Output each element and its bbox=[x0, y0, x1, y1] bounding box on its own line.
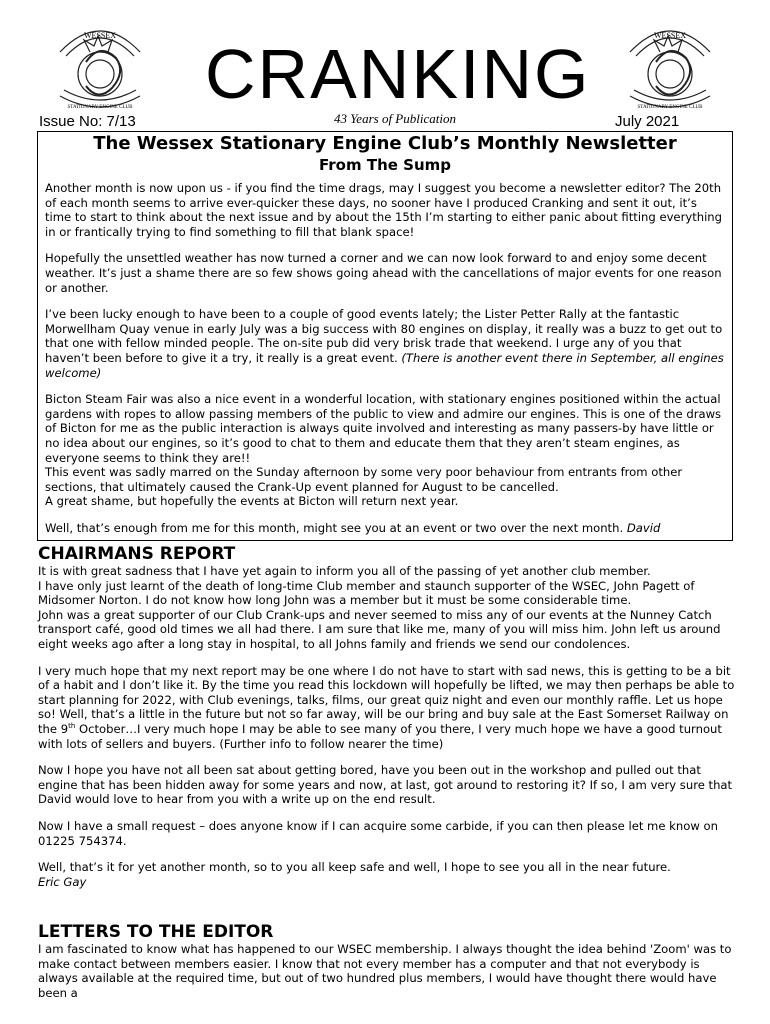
editorial-subtitle: From The Sump bbox=[319, 156, 451, 174]
issue-number: Issue No: 7/13 bbox=[39, 113, 136, 130]
letter-paragraph: I am fascinated to know what has happened to our WSEC membership. I always thought the idea behind 'Zoom' was to make contact between members easier. I know that not every member has a computer and that not everybody is always available at the required time, but out of two hundred plus members, I would have thought there would have been a bbox=[38, 942, 732, 1000]
publication-years: 43 Years of Publication bbox=[334, 111, 456, 126]
club-logo-left bbox=[46, 12, 154, 120]
editorial-paragraph: Bicton Steam Fair was also a nice event in a wonderful location, with stationary engines positioned within the actual gardens with ropes to allow passing members of the public to view and admire our engines. This is one of the draws of Bicton for me as the public interaction is always quite involved and interesting as many passers-by have little or no idea about our engines, so it’s good to chat to them and educate them that they aren’t steam engines, as everyone seems to think they are!! bbox=[45, 392, 722, 465]
report-signature: Eric Gay bbox=[38, 874, 87, 889]
editorial-paragraph: Hopefully the unsettled weather has now turned a corner and we can now look forward to and enjoy some decent weather. It’s just a shame there are so few shows going ahead with the cancellations of major events for one reason or another. bbox=[45, 251, 722, 295]
newsletter-title: The Wessex Stationary Engine Club’s Monthly Newsletter bbox=[93, 133, 677, 154]
editorial-box bbox=[37, 131, 733, 541]
club-logo-right bbox=[616, 12, 724, 120]
masthead-title: CRANKING bbox=[205, 35, 591, 113]
report-paragraph: Now I hope you have not all been sat about getting bored, have you been out in the workshop and pulled out that engine that has been hidden away for some years and now, at last, got around to restoring it? If so, I am very sure that David would love to hear from you with a write up on the end result. bbox=[38, 763, 733, 807]
report-paragraph: It is with great sadness that I have yet again to inform you all of the passing of yet another club member. bbox=[38, 564, 651, 578]
editorial-paragraph: Another month is now upon us - if you find the time drags, may I suggest you become a newsletter editor? The 20th of each month seems to arrive ever-quicker these days, no sooner have I produced Cranking and sent it out, it’s time to start to think about the next issue and by about the 15th I’m starting to either panic about fitting everything in or frantically trying to find something to fill that blank space! bbox=[45, 181, 723, 239]
letters-section bbox=[38, 922, 738, 1012]
letters-heading: LETTERS TO THE EDITOR bbox=[38, 922, 274, 942]
report-paragraph: Well, that’s it for yet another month, so to you all keep safe and well, I hope to see you all in the near future. bbox=[38, 860, 671, 875]
svg-text:STATIONARY ENGINE CLUB: STATIONARY ENGINE CLUB bbox=[67, 105, 133, 110]
svg-text:WESSEX: WESSEX bbox=[654, 31, 686, 40]
report-paragraph: John was a great supporter of our Club Crank-ups and never seemed to miss any of our events at the Nunney Catch transport café, good old times we all had there. I am sure that like me, many of you will miss him. John left us around eight weeks ago after a long stay in hospital, to all Johns family and friends we send our condolences. bbox=[38, 607, 721, 651]
editorial-paragraph: Well, that’s enough from me for this month, might see you at an event or two over the next month. David bbox=[45, 520, 661, 535]
chairmans-report bbox=[38, 544, 738, 901]
editorial-paragraph: This event was sadly marred on the Sunday afternoon by some very poor behaviour from entrants from other sections, that ultimately caused the Crank-Up event planned for August to be cancelled. bbox=[45, 465, 683, 494]
report-paragraph: I have only just learnt of the death of long-time Club member and staunch supporter of the WSEC, John Pagett of Midsomer Norton. I do not know how long John was a member but it must be some considerable time. bbox=[38, 578, 695, 608]
editorial-paragraph: I’ve been lucky enough to have been to a couple of good events lately; the Lister Petter Rally at the fantastic Morwellham Quay venue in early July was a big success with 80 engines on display, it really was a buzz to get out to that one with fellow minded people. The on-site pub did very brisk trade that weekend. I urge any of you that haven’t been before to give it a try, it really is a great event. (There is another event there in September, all engines welcome) bbox=[45, 307, 724, 380]
svg-text:STATIONARY ENGINE CLUB: STATIONARY ENGINE CLUB bbox=[637, 105, 703, 110]
chairmans-report-heading: CHAIRMANS REPORT bbox=[38, 544, 236, 564]
report-paragraph: Now I have a small request – does anyone know if I can acquire some carbide, if you can then please let me know on 01225 754374. bbox=[38, 818, 718, 848]
issue-date: July 2021 bbox=[615, 113, 680, 130]
editorial-paragraph: A great shame, but hopefully the events at Bicton will return next year. bbox=[45, 494, 459, 509]
svg-text:WESSEX: WESSEX bbox=[84, 31, 116, 40]
report-paragraph: I very much hope that my next report may be one where I do not have to start with sad news, this is getting to be a bit of a habit and I don’t like it. By the time you read this lockdown will hopefully be lifted, we may then perhaps be able to start planning for 2022, with Club evenings, talks, films, our great quiz night and even our monthly raffle. Let us hope so! Well, that’s a little in the future but not so far away, will be our bring and buy sale at the East Somerset Railway on the 9th October…I very much hope I may be able to see many of you there, I very much hope we have a good turnout with lots of sellers and buyers. (Further info to follow nearer the time) bbox=[38, 663, 735, 751]
